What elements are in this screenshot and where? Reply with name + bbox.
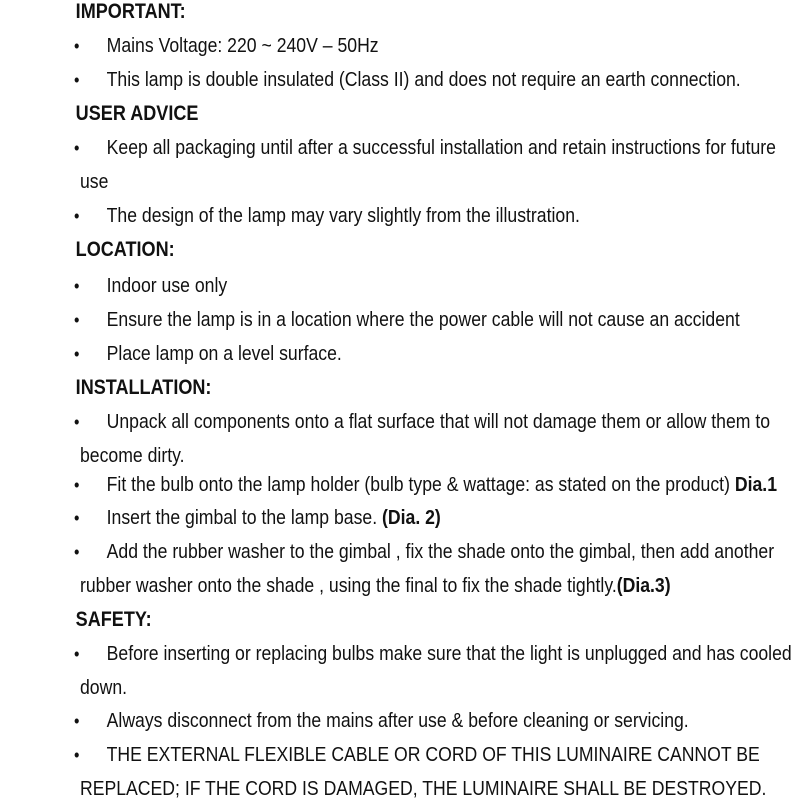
safety-item-disconnect: Always disconnect from the mains after use & before cleaning or servicing. bbox=[106, 709, 689, 732]
bullet-icon: • bbox=[73, 508, 80, 528]
bullet-icon: • bbox=[73, 310, 80, 330]
location-item-level: Place lamp on a level surface. bbox=[106, 342, 342, 365]
bullet-icon: • bbox=[73, 745, 80, 765]
safety-item-cable-warning-cont: REPLACED; IF THE CORD IS DAMAGED, THE LUMINAIRE SHALL BE DESTROYED. bbox=[79, 777, 767, 800]
dia-1-ref: Dia.1 bbox=[734, 473, 777, 496]
safety-item-bulbs: Before inserting or replacing bulbs make sure that the light is unplugged and has cooled bbox=[106, 642, 792, 665]
heading-location: LOCATION: bbox=[75, 238, 175, 261]
installation-item-bulb-text: Fit the bulb onto the lamp holder (bulb type & wattage: as stated on the product) bbox=[106, 473, 735, 496]
bullet-icon: • bbox=[73, 138, 80, 158]
heading-user-advice: USER ADVICE bbox=[75, 102, 199, 125]
heading-installation: INSTALLATION: bbox=[75, 376, 212, 399]
installation-item-unpack-cont: become dirty. bbox=[79, 444, 185, 467]
bullet-icon: • bbox=[73, 412, 80, 432]
installation-item-unpack: Unpack all components onto a flat surface that will not damage them or allow them to bbox=[106, 410, 771, 433]
installation-item-washer-cont bbox=[80, 574, 671, 598]
advice-item-packaging-cont: use bbox=[79, 170, 109, 193]
installation-item-washer: Add the rubber washer to the gimbal , fix the shade onto the gimbal, then add another bbox=[106, 540, 775, 563]
important-item-voltage: Mains Voltage: 220 ~ 240V – 50Hz bbox=[106, 34, 379, 57]
advice-item-design: The design of the lamp may vary slightly from the illustration. bbox=[106, 204, 580, 227]
bullet-icon: • bbox=[73, 206, 80, 226]
important-item-insulation: This lamp is double insulated (Class II) and does not require an earth connection. bbox=[106, 68, 741, 91]
bullet-icon: • bbox=[73, 644, 80, 664]
heading-important: IMPORTANT: bbox=[75, 0, 186, 23]
safety-item-cable-warning: THE EXTERNAL FLEXIBLE CABLE OR CORD OF THIS LUMINAIRE CANNOT BE bbox=[106, 743, 760, 766]
bullet-icon: • bbox=[73, 36, 80, 56]
installation-item-bulb bbox=[107, 473, 777, 497]
location-item-cable: Ensure the lamp is in a location where the power cable will not cause an accident bbox=[106, 308, 740, 331]
installation-item-gimbal bbox=[107, 506, 441, 530]
bullet-icon: • bbox=[73, 344, 80, 364]
bullet-icon: • bbox=[73, 542, 80, 562]
bullet-icon: • bbox=[73, 70, 80, 90]
installation-item-washer-cont-text: rubber washer onto the shade , using the final to fix the shade tightly. bbox=[79, 574, 617, 597]
bullet-icon: • bbox=[73, 475, 80, 495]
dia-3-ref: (Dia.3) bbox=[616, 574, 671, 597]
installation-item-gimbal-text: Insert the gimbal to the lamp base. bbox=[106, 506, 383, 529]
advice-item-packaging: Keep all packaging until after a successful installation and retain instructions for future bbox=[106, 136, 776, 159]
location-item-indoor: Indoor use only bbox=[106, 274, 228, 297]
dia-2-ref: (Dia. 2) bbox=[382, 506, 441, 529]
bullet-icon: • bbox=[73, 276, 80, 296]
heading-safety: SAFETY: bbox=[75, 608, 152, 631]
safety-item-bulbs-cont: down. bbox=[79, 676, 128, 699]
bullet-icon: • bbox=[73, 711, 80, 731]
